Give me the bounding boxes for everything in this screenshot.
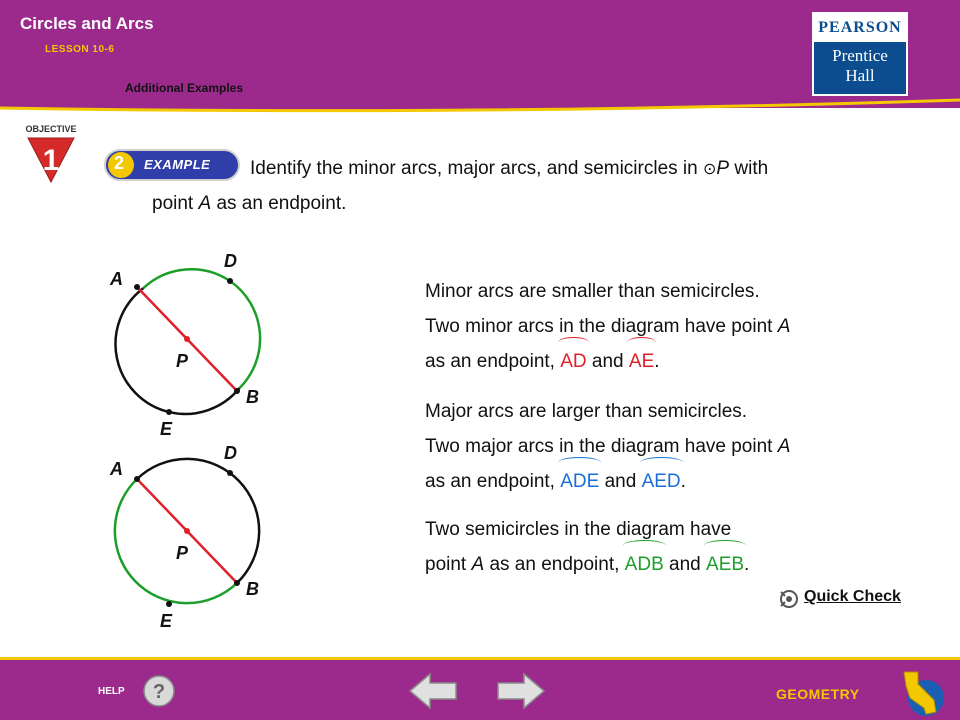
label-e: E — [160, 419, 173, 439]
example-badge — [104, 149, 240, 181]
lesson-number: LESSON 10-6 — [45, 44, 115, 55]
arc-adb: ADB — [625, 547, 664, 582]
point-p-2 — [184, 528, 190, 534]
major-arcs-paragraph — [425, 394, 790, 499]
major-end: . — [680, 471, 686, 492]
arc-ae: AE — [629, 344, 654, 379]
minor-line-1: Minor arcs are smaller than semicircles. — [425, 281, 760, 302]
circle-diagram-major — [100, 437, 280, 637]
geometry-label: GEOMETRY — [776, 686, 860, 702]
arc-ad: AD — [560, 344, 586, 379]
point-b-2 — [234, 580, 240, 586]
point-a — [134, 284, 140, 290]
logo-line1: Prentice — [832, 46, 888, 65]
point-e-2 — [166, 601, 172, 607]
semicircles-paragraph — [425, 512, 749, 582]
lesson-title: Circles and Arcs — [20, 14, 154, 33]
circle-diagram-minor — [100, 245, 280, 445]
major-point: A — [777, 436, 791, 457]
major-line-3-text: as an endpoint, — [425, 471, 561, 492]
help-label: HELP — [98, 686, 125, 697]
major-line-1: Major arcs are larger than semicircles. — [425, 401, 748, 422]
semi-end: . — [744, 554, 750, 575]
question-point: A — [198, 193, 212, 214]
quick-check-link[interactable] — [778, 586, 938, 610]
label-a: A — [110, 269, 123, 289]
label-d-2: D — [224, 443, 237, 463]
logo-bottom-text — [814, 46, 906, 86]
point-p — [184, 336, 190, 342]
minor-and: and — [586, 351, 629, 372]
svg-text:?: ? — [152, 681, 166, 703]
quick-check-icon — [778, 588, 800, 610]
minor-end: . — [654, 351, 660, 372]
quick-check-label: Quick Check — [804, 588, 901, 605]
semi-point: A — [471, 554, 485, 575]
question-line-1 — [250, 158, 768, 180]
logo-line2: Hall — [845, 66, 875, 85]
next-button[interactable] — [496, 672, 546, 710]
label-b-2: B — [246, 579, 259, 599]
question-text-d: as an endpoint. — [211, 193, 347, 214]
point-d-2 — [227, 470, 233, 476]
arc-aeb: AEB — [706, 547, 744, 582]
label-p-2: P — [176, 543, 189, 563]
question-text-b: with — [729, 158, 769, 179]
question-text-c: point — [152, 193, 199, 214]
semi-line-2 — [425, 547, 749, 582]
objective-badge — [16, 124, 86, 184]
objective-number: 1 — [42, 144, 60, 177]
minor-line-2 — [425, 309, 790, 344]
minor-point: A — [777, 316, 791, 337]
point-b — [234, 388, 240, 394]
objective-icon — [16, 124, 86, 184]
circle-name: P — [716, 158, 730, 179]
major-line-3 — [425, 464, 790, 499]
major-line-2-text: Two major arcs in the diagram have point — [425, 436, 778, 457]
question-line-2 — [152, 193, 346, 215]
objective-label: OBJECTIVE — [25, 124, 77, 134]
semi-and: and — [663, 554, 707, 575]
point-e — [166, 409, 172, 415]
example-label: EXAMPLE — [144, 157, 211, 172]
help-button[interactable] — [142, 674, 176, 708]
major-and: and — [599, 471, 642, 492]
arc-aed: AED — [642, 464, 681, 499]
california-icon — [896, 668, 946, 718]
label-p: P — [176, 351, 189, 371]
label-e-2: E — [160, 611, 173, 631]
minor-line-3 — [425, 344, 790, 379]
minor-arcs-paragraph — [425, 274, 790, 379]
circle-symbol: ⊙ — [703, 161, 717, 178]
major-line-2 — [425, 429, 790, 464]
question-text-a: Identify the minor arcs, major arcs, and semicircles in — [250, 158, 703, 179]
logo-top-text: PEARSON — [814, 14, 906, 42]
publisher-logo — [812, 12, 908, 96]
semi-line-2-text-b: as an endpoint, — [484, 554, 625, 575]
label-a-2: A — [110, 459, 123, 479]
point-d — [227, 278, 233, 284]
minor-line-2-text: Two minor arcs in the diagram have point — [425, 316, 778, 337]
minor-line-3-text: as an endpoint, — [425, 351, 561, 372]
example-number: 2 — [114, 153, 125, 173]
label-b: B — [246, 387, 259, 407]
section-subtitle: Additional Examples — [125, 81, 244, 95]
label-d: D — [224, 251, 237, 271]
point-a-2 — [134, 476, 140, 482]
semi-line-2-text-a: point — [425, 554, 472, 575]
arc-ade: ADE — [560, 464, 599, 499]
previous-button[interactable] — [408, 672, 458, 710]
semi-line-1: Two semicircles in the diagram have — [425, 519, 732, 540]
